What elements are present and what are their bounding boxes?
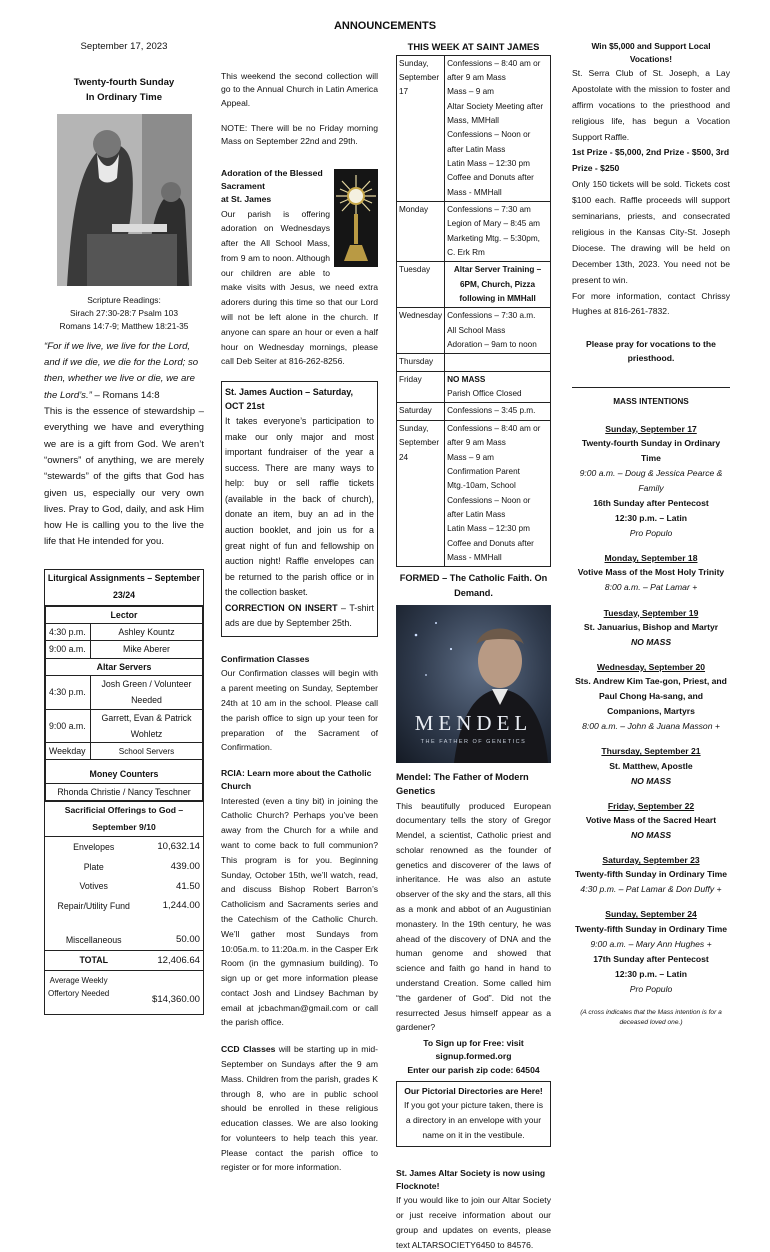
offering-value: 50.00: [175, 933, 200, 945]
intention-date: Monday, September 18: [604, 553, 698, 564]
lector-row: [46, 641, 203, 658]
raffle-prizes: 1st Prize - $5,000, 2nd Prize - $500, 3rd Prize - $250: [572, 147, 730, 174]
mass-intentions-list: [572, 423, 730, 997]
offerings-title: Sacrificial Offerings to God – September 9/10: [45, 801, 203, 837]
altar-name: Garrett, Evan & Patrick Wohletz: [91, 709, 203, 743]
intentions-footnote: (A cross indicates that the Mass intention is for a deceased loved one.): [580, 1008, 722, 1027]
liturgy-box: [44, 569, 204, 1015]
schedule-row: [397, 371, 551, 403]
altar-row: [46, 709, 203, 743]
intention-day: [572, 745, 730, 788]
formed-title: FORMED – The Catholic Faith. On Demand.: [399, 573, 548, 598]
sunday-title-line1: Twenty-fourth Sunday: [73, 76, 175, 88]
stewardship-reflection: This is the essence of stewardship – everything we have and everything we are is a gift from God. We aren’t “owners” of anything, we are merely “stewards” of the gifts that God has given us, especially our very own lives. Pray to God, daily, and ask Him how He is calling you to the live the life that He intended for you.: [44, 406, 204, 548]
column-3: [396, 40, 551, 1252]
schedule-item: Coffee and Donuts after Mass - MMHall: [447, 173, 534, 197]
average-offertory-value: $14,360.00: [151, 994, 200, 1006]
altar-row: [46, 676, 203, 710]
schedule-day: Wednesday: [397, 308, 445, 354]
intention-line: 17th Sunday after Pentecost: [593, 953, 709, 964]
schedule-day: Saturday: [397, 403, 445, 420]
offering-row: [45, 857, 203, 877]
altar-row: [46, 743, 203, 760]
collection-notice: This weekend the second collection will go to the Annual Church in Latin America Appeal.: [221, 71, 378, 108]
liturgy-table: [45, 606, 203, 801]
offering-total-row: [45, 950, 203, 970]
altar-servers-header: Altar Servers: [46, 658, 203, 675]
schedule-item: Mass – 9 am: [447, 87, 494, 97]
schedule-row: [397, 354, 551, 371]
intention-day: [572, 854, 730, 897]
offering-row: [45, 877, 203, 897]
intention-line: St. Januarius, Bishop and Martyr: [583, 621, 719, 632]
offering-total-label: TOTAL: [45, 950, 142, 970]
offering-label: Plate: [83, 861, 104, 872]
average-offertory-label: [48, 975, 109, 1008]
intention-date: Sunday, September 17: [605, 423, 697, 434]
schedule-item: Parish Office Closed: [447, 389, 522, 399]
schedule-item: Adoration – 9am to noon: [447, 340, 537, 350]
schedule-row: [397, 202, 551, 262]
monstrance-image: [334, 169, 378, 267]
intention-line: Twenty-fourth Sunday in Ordinary Time: [581, 437, 721, 463]
offerings-table: [45, 837, 203, 970]
poster-subtitle: THE FATHER OF GENETICS: [420, 738, 527, 745]
readings-line2: Romans 14:7-9; Matthew 18:21-35: [59, 321, 189, 332]
offering-row: [45, 837, 203, 857]
offering-value: 10,632.14: [157, 841, 200, 853]
readings-line1: Sirach 27:30-28:7 Psalm 103: [69, 308, 178, 319]
offering-row: [45, 896, 203, 916]
ccd-paragraph: [221, 1042, 378, 1175]
rcia-text: Interested (even a tiny bit) in joining the Catholic Church? Perhaps you’ve been away from the Church for a while and want to come back to full communion? This program is for you. Beginning Sunday, October 15th, we’ll watch, read, and discuss Bishop Robert Barron’s Catholicism and Sacraments series and the Catechism of the Catholic Church. We’ll gather most Sundays from 10:05a.m. to 11:20a.m. in the Casper Erk Room (in the gymnasium building). To sign up or get more information please contact Josh and Lindsey Bachman by email at jcbachman@gmail.com or call the parish office.: [221, 795, 378, 1028]
confirmation-text: Our Confirmation classes will begin with a parent meeting on Sunday, September 24th at 10 am in the school. Please call the parish office to sign up your teen for preparation of the Sacrament of Confirmation.: [221, 668, 378, 753]
adoration-title-line1: Adoration of the Blessed Sacrament: [221, 167, 323, 191]
schedule-item: Latin Mass – 12:30 pm: [447, 158, 530, 168]
liturgy-title: Liturgical Assignments – September 23/24: [45, 570, 203, 606]
schedule-items: [445, 55, 551, 201]
intention-line: NO MASS: [630, 775, 672, 786]
intention-date: Thursday, September 21: [601, 746, 701, 757]
schedule-item: Confirmation Parent Mtg.-10am, School: [447, 466, 520, 491]
intention-line: 8:00 a.m. – John & Juana Masson +: [582, 721, 720, 732]
intention-line: Votive Mass of the Sacred Heart: [585, 815, 717, 826]
schedule-row: [397, 262, 551, 308]
raffle-title: Win $5,000 and Support Local Vocations!: [591, 41, 711, 65]
intention-date: Saturday, September 23: [602, 855, 700, 866]
intention-date: Friday, September 22: [607, 800, 695, 811]
altar-society-title: St. James Altar Society is now using Flocknote!: [396, 1167, 546, 1191]
lector-time: 9:00 a.m.: [46, 641, 91, 658]
schedule-day: Friday: [397, 371, 445, 403]
schedule-day: Monday: [397, 202, 445, 262]
intention-line: Twenty-fifth Sunday in Ordinary Time: [575, 923, 727, 934]
no-mass-note: NOTE: There will be no Friday morning Mass on September 22nd and 29th.: [221, 122, 378, 147]
schedule-items: [445, 262, 551, 308]
correction-label: CORRECTION ON INSERT: [225, 602, 338, 613]
schedule-item: Marketing Mtg. – 5:30pm, C. Erk Rm: [447, 233, 540, 258]
lector-name: Ashley Kountz: [91, 624, 203, 641]
column-2: [221, 70, 378, 1175]
poster-title: MENDEL: [414, 710, 533, 735]
intention-date: Sunday, September 24: [605, 909, 697, 920]
correction-note: [225, 601, 374, 632]
vocations-prayer: Please pray for vocations to the priesthood.: [586, 339, 716, 363]
raffle-text: St. Serra Club of St. Joseph, a Lay Apostolate with the mission to foster and affirm vocations to the priesthood and religious life, has begun a Vocation Support Raffle.: [572, 68, 730, 142]
ccd-text: will be starting up in mid-September on Sundays after the 9 am Mass. Children from the parish, grades K through 8, who are in public school should be enrolled in these religious education classes. We are also looking for volunteers to help teach this year. Please contact the parish office to register or for more information.: [221, 1044, 378, 1173]
intention-day: [572, 423, 730, 542]
offering-value: 41.50: [175, 880, 200, 892]
sunday-title-line2: In Ordinary Time: [85, 91, 163, 103]
offering-label: Miscellaneous: [65, 934, 122, 945]
painting: [57, 114, 192, 286]
schedule-item: Confessions – Noon or after Latin Mass: [447, 495, 531, 519]
schedule-item: Confessions – Noon or after Latin Mass: [447, 130, 531, 154]
column-4: [572, 40, 730, 1028]
intention-line: Votive Mass of the Most Holy Trinity: [577, 567, 725, 578]
intention-line: NO MASS: [630, 830, 672, 841]
offering-value: 439.00: [170, 860, 200, 872]
mendel-title: Mendel: The Father of Modern Genetics: [396, 771, 529, 797]
auction-title: St. James Auction – Saturday, OCT 21st: [225, 387, 354, 412]
intention-line: Pro Populo: [629, 528, 673, 539]
intention-line: Pro Populo: [629, 983, 673, 994]
scripture-quote-ref: – Romans 14:8: [91, 389, 160, 401]
offering-label: Repair/Utility Fund: [57, 901, 130, 912]
confirmation-title: Confirmation Classes: [221, 654, 310, 665]
schedule-items: [445, 202, 551, 262]
raffle-tickets: Only 150 tickets will be sold. Tickets cost $100 each. Raffle proceeds will support seminarians, priests, and consecrated religious in the Kansas City-St. Joseph Diocese. The drawing will be held on December 13th, 2023. You need not be present to win.: [572, 179, 730, 285]
signup-link[interactable]: To Sign up for Free: visit signup.formed.org: [423, 1038, 524, 1062]
altar-society-text: If you would like to join our Altar Society or just receive information about our group and updates on events, please text ALTARSOCIETY6450 to 84576.: [396, 1195, 551, 1250]
readings-title: Scripture Readings:: [87, 294, 161, 305]
pictorial-title: Our Pictorial Directories are Here!: [404, 1086, 543, 1097]
painting-illustration: [57, 114, 192, 286]
intention-line: Twenty-fifth Sunday in Ordinary Time: [575, 869, 727, 880]
monstrance-icon: [334, 169, 378, 267]
schedule-row: [397, 55, 551, 201]
schedule-item: All School Mass: [447, 325, 506, 335]
intention-date: Tuesday, September 19: [603, 607, 699, 618]
offering-total-value: 12,406.64: [142, 950, 203, 970]
signup-line1: [396, 1037, 551, 1064]
mass-intentions-title: MASS INTENTIONS: [613, 396, 689, 406]
intention-line: 9:00 a.m. – Doug & Jessica Pearce & Family: [579, 467, 723, 494]
schedule-day: Sunday, September 24: [397, 420, 445, 566]
average-offertory: [45, 970, 203, 1014]
lector-header: Lector: [46, 606, 203, 623]
schedule-item: Confessions – 8:40 am or after 9 am Mass: [447, 58, 541, 82]
intention-date: Wednesday, September 20: [596, 661, 706, 672]
offering-value: 1,244.00: [162, 900, 200, 912]
mendel-text: This beautifully produced European documentary tells the story of Gregor Mendel, a scientist, Catholic priest and scholar renowned as the founder of genetics and discoverer of the laws of inheritance. He was also an astute observer of the sky and the stars, all this as a monk and abbot of an Augustinian monastery. In the 19th century, he was ahead of the discovery of DNA and the human genome and showed that science and faith go hand in hand to understand Creation. Some called him “the gardener of God”. Did not the resurrected Jesus himself appear as a gardener?: [396, 800, 551, 1033]
weekly-schedule: [396, 55, 551, 568]
altar-name: Josh Green / Volunteer Needed: [91, 676, 203, 710]
schedule-day: Sunday, September 17: [397, 55, 445, 201]
schedule-day: Thursday: [397, 354, 445, 371]
intention-line: 12:30 p.m. – Latin: [614, 513, 688, 524]
schedule-items: [445, 371, 551, 403]
bulletin-date: September 17, 2023: [80, 41, 168, 52]
rcia-title: RCIA: Learn more about the Catholic Church: [221, 768, 372, 792]
intention-line: 8:00 a.m. – Pat Lamar +: [604, 582, 698, 593]
lector-row: [46, 624, 203, 641]
schedule-item: Confessions – 7:30 am: [447, 205, 531, 215]
schedule-items: [445, 420, 551, 566]
scripture-quote-text: “For if we live, we live for the Lord, and if we die, we die for the Lord; so then, whether we live or die, we are the Lord’s.”: [44, 340, 199, 401]
scripture-quote: [44, 339, 204, 404]
schedule-item: Altar Society Meeting after Mass, MMHall: [447, 101, 544, 125]
auction-box: [221, 381, 378, 637]
schedule-items: [445, 403, 551, 420]
schedule-row: [397, 403, 551, 420]
altar-time: 9:00 a.m.: [46, 709, 91, 743]
signup-line2: Enter our parish zip code: 64504: [407, 1064, 540, 1075]
pictorial-text: If you got your picture taken, there is a directory in an envelope with your name on it in the vestibule.: [403, 1100, 543, 1140]
adoration-section: [221, 167, 378, 370]
divider: [572, 387, 730, 388]
schedule-item: Legion of Mary – 8:45 am: [447, 219, 540, 229]
offering-label: Votives: [79, 881, 108, 892]
offering-row: [45, 930, 203, 950]
lector-time: 4:30 p.m.: [46, 624, 91, 641]
lector-name: Mike Aberer: [91, 641, 203, 658]
schedule-row: [397, 308, 551, 354]
offering-label: Envelopes: [73, 842, 115, 853]
schedule-day: Tuesday: [397, 262, 445, 308]
adoration-text: Our parish is offering adoration on Wednesdays after the All School Mass, from 9 am to noon. Although our children are able to make visits with Jesus, we need extra adorers during this time so that our Lord will not be left alone in the church. If anyone can spare an hour or even a half hour on Wednesday mornings, please call Deb Seiter at 816-262-8256.: [221, 208, 378, 367]
schedule-item: Mass – 9 am: [447, 452, 494, 462]
this-week-title: THIS WEEK AT SAINT JAMES: [407, 41, 540, 52]
money-counters-header: Money Counters: [46, 760, 203, 783]
schedule-item: Coffee and Donuts after Mass - MMHall: [447, 538, 534, 562]
schedule-row: [397, 420, 551, 566]
raffle-contact: For more information, contact Chrissy Hughes at 816-261-7832.: [572, 290, 730, 317]
schedule-item: Latin Mass – 12:30 pm: [447, 524, 530, 534]
altar-time: Weekday: [46, 743, 91, 760]
intention-day: [572, 800, 730, 843]
pictorial-box: [396, 1081, 551, 1147]
intention-day: [572, 908, 730, 996]
intention-day: [572, 661, 730, 734]
intention-line: 12:30 p.m. – Latin: [614, 968, 688, 979]
intention-line: NO MASS: [630, 636, 672, 647]
ccd-label: CCD Classes: [221, 1044, 276, 1055]
average-label-line2: Offertory Needed: [48, 988, 110, 998]
average-label-line1: Average Weekly: [49, 976, 108, 986]
schedule-item: Confessions – 8:40 am or after 9 am Mass: [447, 423, 541, 448]
money-counters-names: Rhonda Christie / Nancy Teschner: [46, 783, 203, 800]
intention-line: 4:30 p.m. – Pat Lamar & Don Duffy +: [580, 884, 722, 895]
schedule-item: Confessions – 7:30 a.m.: [447, 311, 536, 321]
intention-day: [572, 552, 730, 595]
schedule-item: Confessions – 3:45 p.m.: [447, 406, 536, 416]
altar-name: School Servers: [91, 743, 203, 760]
intention-line: 16th Sunday after Pentecost: [593, 498, 709, 509]
schedule-items: [445, 308, 551, 354]
intention-line: St. Matthew, Apostle: [609, 760, 693, 771]
schedule-item: NO MASS: [447, 374, 486, 384]
intention-line: 9:00 a.m. – Mary Ann Hughes +: [590, 938, 712, 949]
intention-day: [572, 607, 730, 650]
correction-text: – T-shirt ads are due by September 25th.: [225, 602, 374, 629]
altar-time: 4:30 p.m.: [46, 676, 91, 710]
schedule-items: [445, 354, 551, 371]
mendel-poster: [396, 605, 551, 763]
page-title: ANNOUNCEMENTS: [333, 20, 437, 32]
auction-text: It takes everyone’s participation to make our only major and most important fundraiser of the year a success. There are many ways to help: buy or sell raffle tickets (available in the back of church), donate an item, buy an ad in the auction booklet, and join us for a great night of fun and fellowship on auction night! Raffle envelopes can be returned to the parish office or in the collection basket.: [225, 415, 374, 598]
column-1: [44, 40, 204, 1015]
schedule-item: Altar Server Training – 6PM, Church, Pizza following in MMHall: [453, 265, 542, 304]
intention-line: Sts. Andrew Kim Tae-gon, Priest, and Paul Chong Ha-sang, and Companions, Martyrs: [575, 676, 727, 717]
adoration-title-line2: at St. James: [221, 194, 272, 205]
